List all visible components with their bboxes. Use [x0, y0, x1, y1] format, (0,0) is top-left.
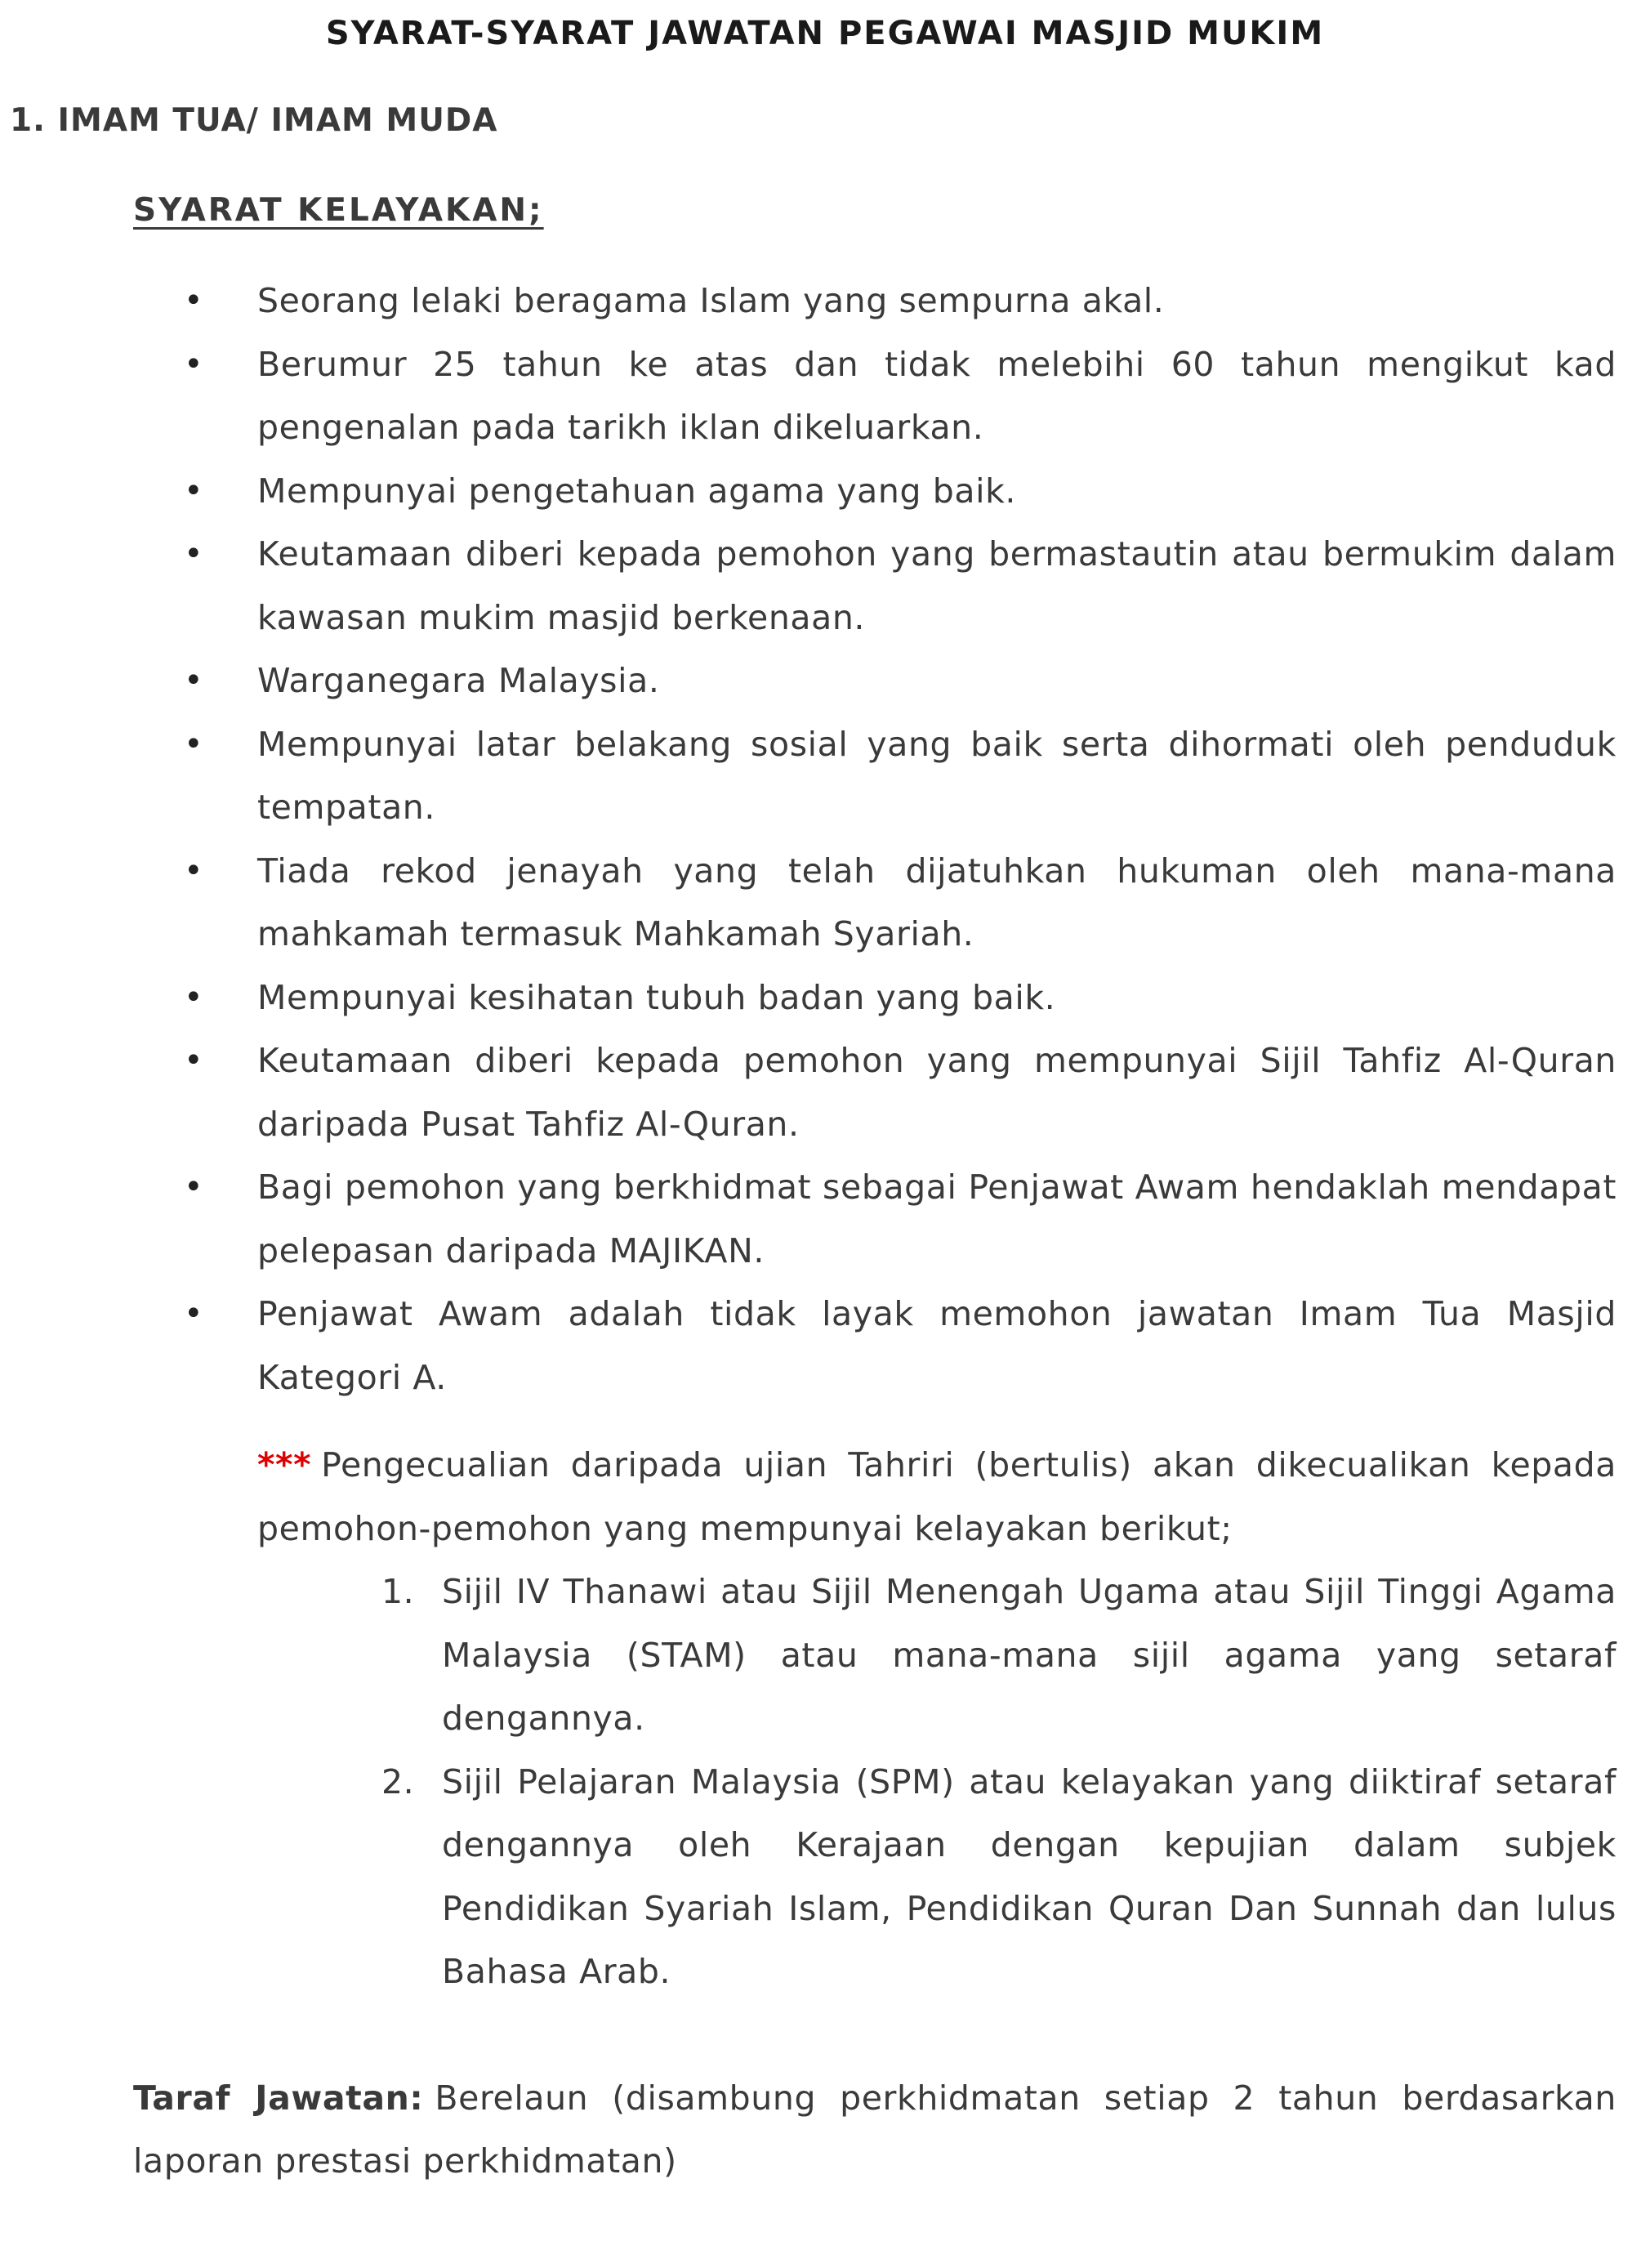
criteria-item [184, 1156, 1617, 1283]
criteria-item [184, 460, 1617, 524]
criteria-text: Penjawat Awam adalah tidak layak memohon jawatan Imam Tua Masjid Kategori A. [257, 1294, 1617, 1397]
criteria-text: Mempunyai pengetahuan agama yang baik. [257, 471, 1017, 511]
criteria-item [184, 523, 1617, 650]
bullet-icon: • [184, 471, 204, 510]
criteria-item [184, 840, 1617, 967]
criteria-list [133, 270, 1617, 1409]
criteria-item [184, 333, 1617, 460]
bullet-icon: • [184, 1042, 204, 1079]
bullet-icon: • [184, 1168, 204, 1206]
qualification-item [381, 1751, 1617, 2004]
note-marker: *** [257, 1445, 312, 1484]
bullet-icon: • [184, 662, 204, 699]
criteria-text: Keutamaan diberi kepada pemohon yang bermastautin atau bermukim dalam kawasan mukim masjid berkenaan. [257, 534, 1617, 637]
position-status-label: Taraf Jawatan: [133, 2078, 424, 2118]
bullet-icon: • [184, 1295, 204, 1333]
criteria-item [184, 1029, 1617, 1156]
exemption-note [257, 1434, 1617, 1560]
criteria-item [184, 270, 1617, 333]
position-status-text: Berelaun (disambung perkhidmatan setiap 2 tahun berdasarkan laporan prestasi perkhidmatan) [133, 2078, 1617, 2181]
criteria-item [184, 967, 1617, 1030]
bullet-icon: • [184, 282, 204, 319]
criteria-item [184, 713, 1617, 840]
criteria-text: Warganegara Malaysia. [257, 661, 660, 700]
eligibility-heading: SYARAT KELAYAKAN; [133, 192, 544, 229]
document-body [133, 270, 1617, 2194]
bullet-icon: • [184, 851, 204, 890]
criteria-item [184, 1283, 1617, 1409]
criteria-text: Tiada rekod jenayah yang telah dijatuhkan hukuman oleh mana-mana mahkamah termasuk Mahkamah Syariah. [257, 850, 1617, 953]
qualification-number: 2. [381, 1761, 415, 1801]
bullet-icon: • [184, 535, 204, 573]
criteria-text: Berumur 25 tahun ke atas dan tidak melebihi 60 tahun mengikut kad pengenalan pada tarikh iklan dikeluarkan. [257, 344, 1617, 447]
bullet-icon: • [184, 978, 204, 1016]
criteria-item [184, 650, 1617, 713]
section-heading: 1. IMAM TUA/ IMAM MUDA [10, 102, 498, 139]
criteria-text: Seorang lelaki beragama Islam yang sempurna akal. [257, 281, 1165, 320]
bullet-icon: • [184, 345, 204, 383]
document-title: SYARAT-SYARAT JAWATAN PEGAWAI MASJID MUKIM [325, 15, 1325, 52]
qualification-item [381, 1560, 1617, 1751]
criteria-text: Keutamaan diberi kepada pemohon yang mempunyai Sijil Tahfiz Al-Quran daripada Pusat Tahfiz Al-Quran. [257, 1041, 1617, 1144]
qualification-list [133, 1560, 1617, 2004]
qualification-number: 1. [381, 1572, 415, 1611]
criteria-text: Mempunyai kesihatan tubuh badan yang baik. [257, 977, 1056, 1017]
qualification-text: Sijil IV Thanawi atau Sijil Menengah Ugama atau Sijil Tinggi Agama Malaysia (STAM) atau mana-mana sijil agama yang setaraf dengannya. [442, 1572, 1617, 1738]
bullet-icon: • [184, 725, 204, 763]
criteria-text: Bagi pemohon yang berkhidmat sebagai Penjawat Awam hendaklah mendapat pelepasan daripada MAJIKAN. [257, 1167, 1617, 1270]
criteria-text: Mempunyai latar belakang sosial yang baik serta dihormati oleh penduduk tempatan. [257, 724, 1617, 827]
note-text: Pengecualian daripada ujian Tahriri (bertulis) akan dikecualikan kepada pemohon-pemohon yang mempunyai kelayakan berikut; [257, 1445, 1617, 1548]
qualification-text: Sijil Pelajaran Malaysia (SPM) atau kelayakan yang diiktiraf setaraf dengannya oleh Kerajaan dengan kepujian dalam subjek Pendidikan Syariah Islam, Pendidikan Quran Dan Sunnah dan lulus Bahasa Arab. [442, 1761, 1617, 1991]
position-status [133, 2067, 1617, 2194]
